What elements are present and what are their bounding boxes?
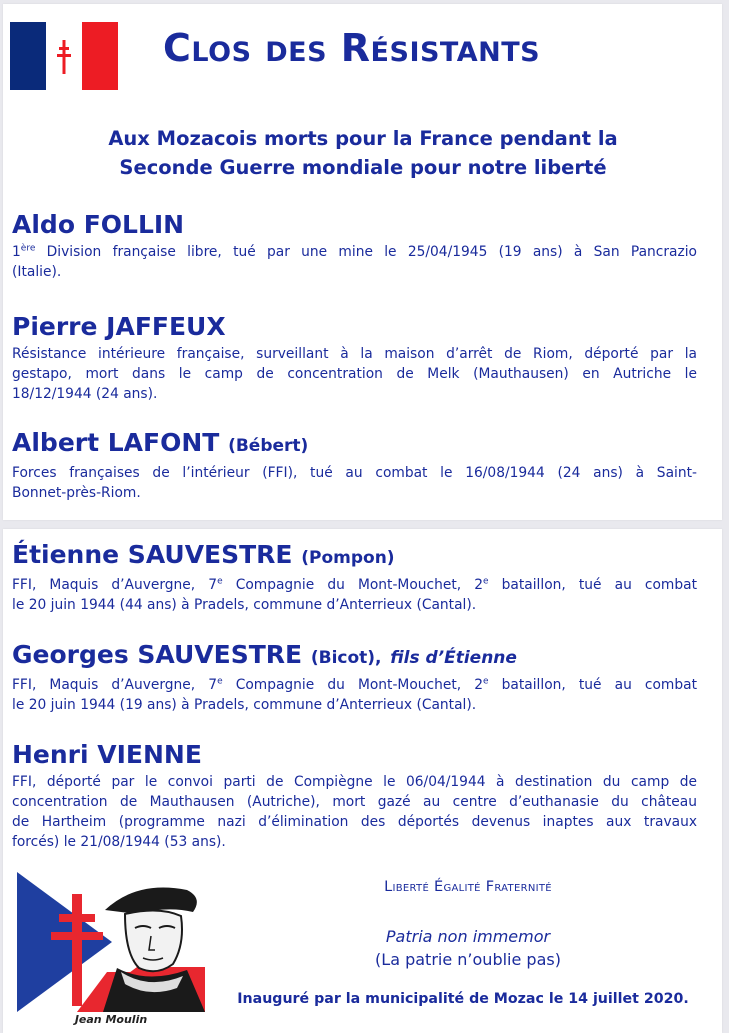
person-entry xyxy=(12,210,697,282)
republic-motto: Liberté Égalité Fraternité xyxy=(384,879,552,895)
person-nickname: (Pompon) xyxy=(301,548,395,568)
dedication-line: Seconde Guerre mondiale pour notre liberté xyxy=(119,156,607,179)
latin-translation: (La patrie n’oublie pas) xyxy=(375,950,561,969)
person-entry xyxy=(12,312,697,404)
person-name: Georges SAUVESTRE (Bicot), fils d’Étienne xyxy=(12,640,517,669)
plaque-top-card xyxy=(3,4,722,520)
free-france-flag xyxy=(10,22,118,90)
poster-caption: Jean Moulin xyxy=(74,1013,148,1026)
cross-of-lorraine-icon xyxy=(57,40,71,74)
dedication xyxy=(43,124,683,182)
jean-moulin-poster xyxy=(17,872,205,1012)
person-nickname: (Bicot), xyxy=(310,648,382,668)
inauguration-note: Inauguré par la municipalité de Mozac le 14 juillet 2020. xyxy=(237,991,689,1007)
person-nickname: (Bébert) xyxy=(228,436,309,456)
latin-motto: Patria non immemor xyxy=(385,927,551,946)
person-description: FFI, Maquis d’Auvergne, 7e Compagnie du Mont-Mouchet, 2e bataillon, tué au combat le 20 juin 1944 (19 ans) à Pradels, commune d’Anterrieux (Cantal). xyxy=(12,676,697,713)
page-title: Clos des Résistants xyxy=(163,26,541,70)
plaque-bottom-card xyxy=(3,529,722,1033)
person-name: Aldo FOLLIN xyxy=(12,210,185,239)
person-description: FFI, Maquis d’Auvergne, 7e Compagnie du Mont-Mouchet, 2e bataillon, tué au combat le 20 juin 1944 (44 ans) à Pradels, commune d’Anterrieux (Cantal). xyxy=(12,576,697,613)
person-name: Étienne SAUVESTRE (Pompon) xyxy=(12,540,395,569)
person-name: Henri VIENNE xyxy=(12,740,202,769)
person-name: Albert LAFONT (Bébert) xyxy=(12,428,309,457)
person-description: Forces françaises de l’intérieur (FFI), tué au combat le 16/08/1944 (24 ans) à Saint- Bonnet-près-Riom. xyxy=(12,465,697,501)
person-entry xyxy=(12,740,697,852)
person-entry xyxy=(12,640,697,715)
person-description: FFI, déporté par le convoi parti de Compiègne le 06/04/1944 à destination du camp de concentration de Mauthausen (Autriche), mort gazé au centre d’euthanasie du château de Hartheim (programme nazi d’élimination des déportés devenus inaptes aux travaux forcés) le 21/08/1944 (53 ans). xyxy=(12,774,697,850)
jean-moulin-portrait-image xyxy=(17,872,205,1012)
person-name: Pierre JAFFEUX xyxy=(12,312,226,341)
person-entry xyxy=(12,540,697,615)
person-description: Résistance intérieure française, surveillant à la maison d’arrêt de Riom, déporté par la gestapo, mort dans le camp de concentration de Melk (Mauthausen) en Autriche le 18/12/1944 (24 ans). xyxy=(12,346,697,402)
person-description: 1ère Division française libre, tué par une mine le 25/04/1945 (19 ans) à San Pancrazio (Italie). xyxy=(12,243,697,280)
dedication-line: Aux Mozacois morts pour la France pendant la xyxy=(108,127,618,150)
person-entry xyxy=(12,428,697,503)
person-relation: fils d’Étienne xyxy=(390,648,517,668)
